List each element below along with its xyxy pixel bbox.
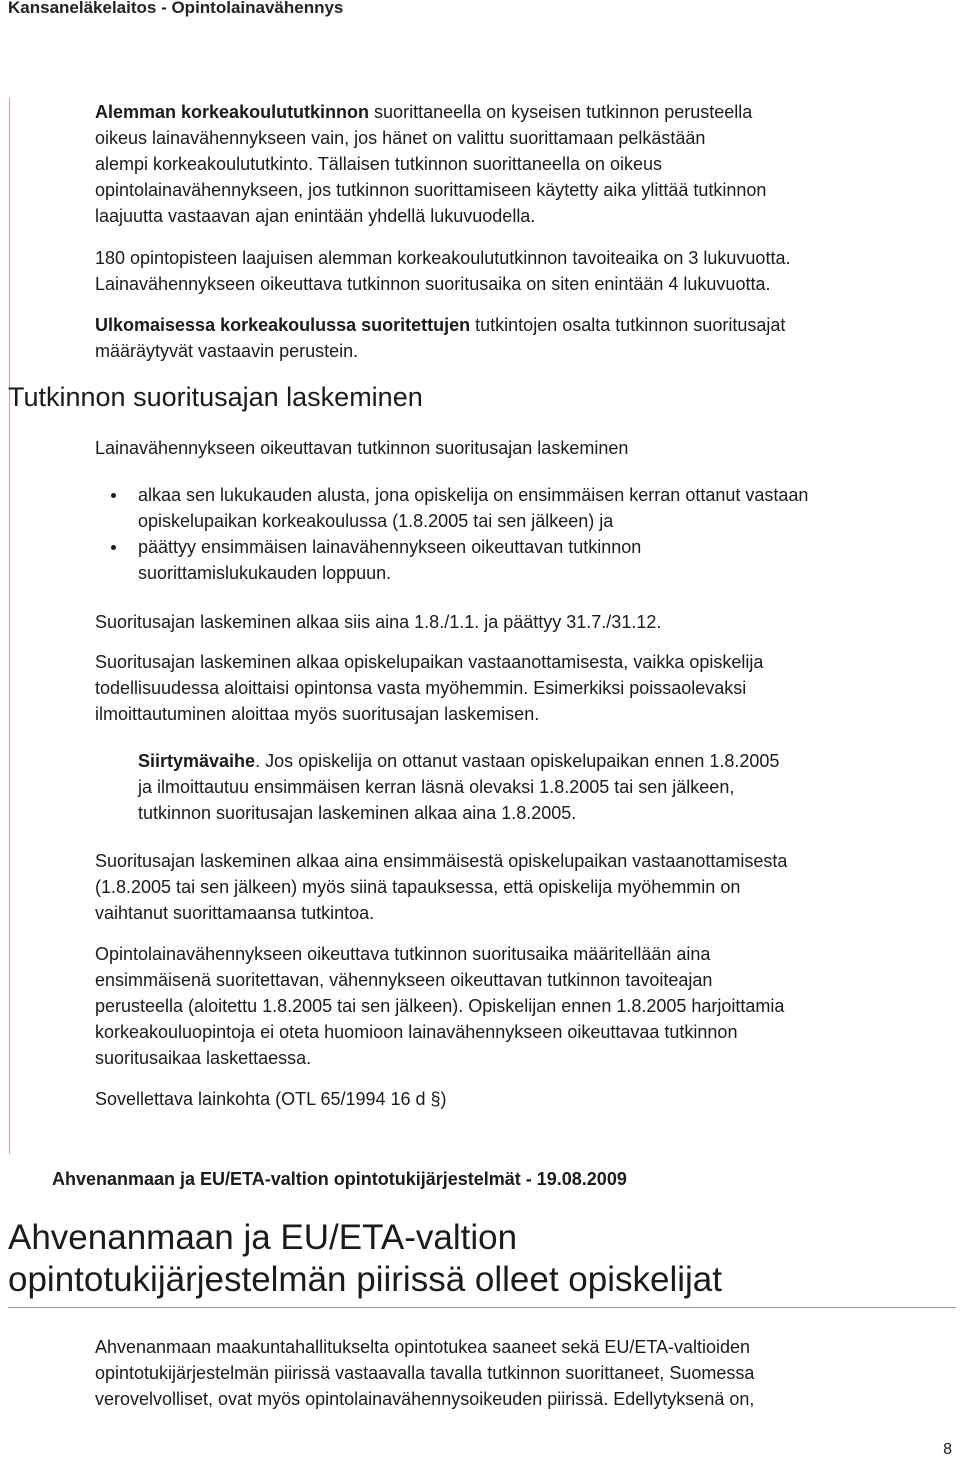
- intro-paragraph: [95, 435, 945, 461]
- paragraph-text: tutkinnon suoritusajan laskeminen alkaa aina 1.8.2005.: [138, 803, 577, 823]
- bullet-icon: [111, 545, 116, 550]
- title-line: opintotukijärjestelmän piirissä olleet opiskelijat: [8, 1260, 722, 1299]
- paragraph-text: suoritusaikaa laskettaessa.: [95, 1048, 312, 1068]
- paragraph-text: ensimmäisenä suoritettavan, vähennykseen oikeuttavan tutkinnon tavoiteajan: [95, 970, 713, 990]
- paragraph-text: todellisuudessa aloittaisi opintonsa vasta myöhemmin. Esimerkiksi poissaolevaksi: [95, 678, 747, 698]
- paragraph-text: perusteella (aloitettu 1.8.2005 tai sen jälkeen). Opiskelijan ennen 1.8.2005 harjoittamia: [95, 996, 785, 1016]
- title-line: Ahvenanmaan ja EU/ETA-valtion: [8, 1218, 518, 1257]
- paragraph-transition: [138, 748, 948, 826]
- list-item-text: suorittamislukukauden loppuun.: [138, 563, 392, 583]
- paragraph-text: suorittaneella on kyseisen tutkinnon perusteella: [369, 102, 753, 122]
- paragraph-first-acceptance: [95, 848, 945, 926]
- intro-text: Lainavähennykseen oikeuttavan tutkinnon suoritusajan laskeminen: [95, 438, 629, 458]
- paragraph-text: korkeakouluopintoja ei oteta huomioon lainavähennykseen oikeuttavaa tutkinnon: [95, 1022, 738, 1042]
- legal-reference-text: Sovellettava lainkohta (OTL 65/1994 16 d §): [95, 1089, 447, 1109]
- list-item: [95, 534, 955, 586]
- paragraph-text: laajuutta vastaavan ajan enintään yhdellä lukuvuodella.: [95, 206, 536, 226]
- bullet-list: [95, 482, 955, 586]
- paragraph-text: vaihtanut suorittamaansa tutkintoa.: [95, 903, 375, 923]
- paragraph-defined-period: [95, 941, 945, 1071]
- paragraph-text: Ahvenanmaan maakuntahallitukselta opintotukea saaneet sekä EU/ETA-valtioiden: [95, 1337, 751, 1357]
- bullet-icon: [111, 493, 116, 498]
- paragraph-text: opintolainavähennykseen, jos tutkinnon suorittamiseen käytetty aika ylittää tutkinnon: [95, 180, 767, 200]
- paragraph-text: . Jos opiskelija on ottanut vastaan opiskelupaikan ennen 1.8.2005: [255, 751, 780, 771]
- paragraph-period-summary: [95, 609, 945, 635]
- bold-term-foreign-degrees: Ulkomaisessa korkeakoulussa suoritettujen: [95, 315, 471, 335]
- bold-term-transition: Siirtymävaihe: [138, 751, 256, 771]
- paragraph-text: Suoritusajan laskeminen alkaa siis aina 1.8./1.1. ja päättyy 31.7./31.12.: [95, 612, 662, 632]
- paragraph-target-time: [95, 245, 945, 297]
- page-number: 8: [943, 1441, 952, 1458]
- paragraph-text: (1.8.2005 tai sen jälkeen) myös siinä tapauksessa, että opiskelija myöhemmin on: [95, 877, 741, 897]
- paragraph-text: oikeus lainavähennykseen vain, jos hänet on valittu suorittamaan pelkästään: [95, 128, 706, 148]
- bold-term-lower-degree: Alemman korkeakoulututkinnon: [95, 102, 370, 122]
- paragraph-lower-degree: [95, 99, 945, 229]
- paragraph-text: Lainavähennykseen oikeuttava tutkinnon suoritusaika on siten enintään 4 lukuvuotta.: [95, 274, 771, 294]
- paragraph-text: Opintolainavähennykseen oikeuttava tutkinnon suoritusaika määritellään aina: [95, 944, 711, 964]
- list-item-text: opiskelupaikan korkeakoulussa (1.8.2005 tai sen jälkeen) ja: [138, 511, 614, 531]
- list-item-text: päättyy ensimmäisen lainavähennykseen oikeuttavan tutkinnon: [138, 537, 642, 557]
- document-header-title: Kansaneläkelaitos - Opintolainavähennys: [8, 0, 344, 17]
- paragraph-text: Suoritusajan laskeminen alkaa aina ensimmäisestä opiskelupaikan vastaanottamisesta: [95, 851, 788, 871]
- paragraph-text: Suoritusajan laskeminen alkaa opiskelupaikan vastaanottamisesta, vaikka opiskelija: [95, 652, 764, 672]
- paragraph-acceptance: [95, 649, 945, 727]
- next-section-title: [8, 1217, 948, 1301]
- next-section-header: Ahvenanmaan ja EU/ETA-valtion opintotukijärjestelmät - 19.08.2009: [52, 1169, 627, 1189]
- paragraph-aland-eu: [95, 1334, 945, 1412]
- left-margin-rule: [9, 98, 10, 1154]
- paragraph-text: tutkintojen osalta tutkinnon suoritusajat: [470, 315, 786, 335]
- paragraph-text: verovelvolliset, ovat myös opintolainavähennysoikeuden piirissä. Edellytyksenä on,: [95, 1389, 755, 1409]
- section-heading: Tutkinnon suoritusajan laskeminen: [8, 382, 423, 412]
- paragraph-legal-reference: [95, 1086, 945, 1112]
- paragraph-text: opintotukijärjestelmän piirissä vastaavalla tavalla tutkinnon suorittaneet, Suomessa: [95, 1363, 755, 1383]
- paragraph-text: ilmoittautuminen aloittaa myös suoritusajan laskemisen.: [95, 704, 540, 724]
- paragraph-text: määräytyvät vastaavin perustein.: [95, 341, 359, 361]
- paragraph-text: 180 opintopisteen laajuisen alemman korkeakoulututkinnon tavoiteaika on 3 lukuvuotta.: [95, 248, 791, 268]
- list-item-text: alkaa sen lukukauden alusta, jona opiskelija on ensimmäisen kerran ottanut vastaan: [138, 485, 809, 505]
- paragraph-text: ja ilmoittautuu ensimmäisen kerran läsnä olevaksi 1.8.2005 tai sen jälkeen,: [138, 777, 735, 797]
- title-underline: [8, 1307, 956, 1308]
- list-item: [95, 482, 955, 534]
- paragraph-text: alempi korkeakoulututkinto. Tällaisen tutkinnon suorittaneella on oikeus: [95, 154, 663, 174]
- paragraph-foreign-degrees: [95, 312, 945, 364]
